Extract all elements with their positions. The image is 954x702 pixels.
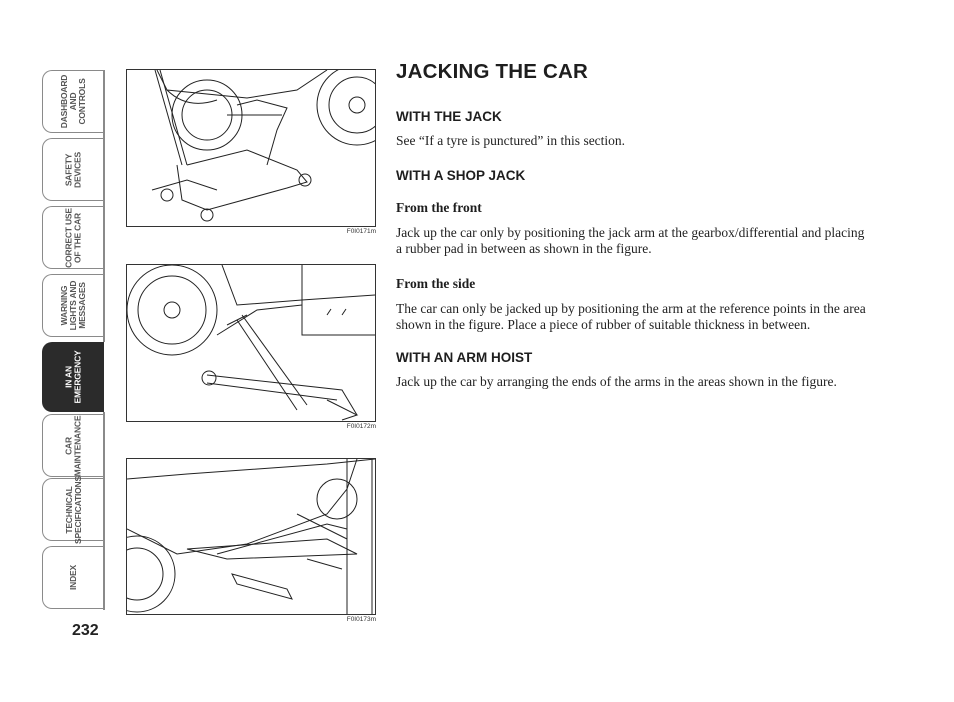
- tab-label: CAR MAINTENANCE: [63, 415, 83, 476]
- tab-label: SAFETY DEVICES: [63, 151, 83, 188]
- from-the-front-text: Jack up the car only by positioning the jack arm at the gearbox/differential and placing a rubber pad in between as shown in the figure.: [396, 225, 865, 256]
- tab-label: TECHNICAL SPECIFICATIONS: [63, 475, 83, 544]
- from-the-side-text: The car can only be jacked up by positioning the arm at the reference points in the area shown in the figure. Place a piece of rubber of suitable thickness in between.: [396, 301, 866, 332]
- figure-code: F0I0172m: [346, 423, 376, 430]
- figure-shop-jack-front: [126, 69, 376, 227]
- shop-jack-front-illustration: [127, 70, 375, 226]
- tab-warning-lights[interactable]: [42, 274, 104, 337]
- tab-label: CORRECT USE OF THE CAR: [63, 207, 83, 268]
- subheading-from-the-side: From the side: [396, 276, 476, 291]
- tab-label: INDEX: [68, 565, 78, 590]
- arm-hoist-text: Jack up the car by arranging the ends of the arms in the areas shown in the figure.: [396, 374, 837, 389]
- section-heading-shop-jack: WITH A SHOP JACK: [396, 168, 526, 183]
- figure-code: F0I0171m: [346, 228, 376, 235]
- arm-hoist-illustration: [127, 459, 375, 614]
- tab-car-maintenance[interactable]: [42, 414, 104, 477]
- main-content: [396, 60, 866, 390]
- page-title: JACKING THE CAR: [396, 60, 589, 83]
- tab-correct-use[interactable]: [42, 206, 104, 269]
- with-the-jack-text: See “If a tyre is punctured” in this section.: [396, 133, 626, 148]
- tab-in-an-emergency[interactable]: [42, 342, 104, 412]
- subheading-from-the-front: From the front: [396, 200, 482, 215]
- page-number: 232: [72, 622, 99, 639]
- section-heading-arm-hoist: WITH AN ARM HOIST: [396, 350, 533, 365]
- tab-label: WARNING LIGHTS AND MESSAGES: [59, 280, 87, 331]
- tab-divider: [103, 412, 105, 610]
- shop-jack-side-illustration: [127, 265, 375, 421]
- tab-index[interactable]: [42, 546, 104, 609]
- figure-code: F0I0173m: [346, 616, 376, 623]
- tab-divider: [103, 70, 105, 342]
- tab-label: IN AN EMERGENCY: [63, 350, 83, 404]
- section-heading-with-the-jack: WITH THE JACK: [396, 109, 502, 124]
- tab-technical-specifications[interactable]: [42, 475, 104, 544]
- tab-label: DASHBOARD AND CONTROLS: [59, 74, 87, 129]
- figure-arm-hoist: [126, 458, 376, 615]
- tab-safety-devices[interactable]: [42, 138, 104, 201]
- tab-dashboard-and-controls[interactable]: [42, 70, 104, 133]
- figure-shop-jack-side: [126, 264, 376, 422]
